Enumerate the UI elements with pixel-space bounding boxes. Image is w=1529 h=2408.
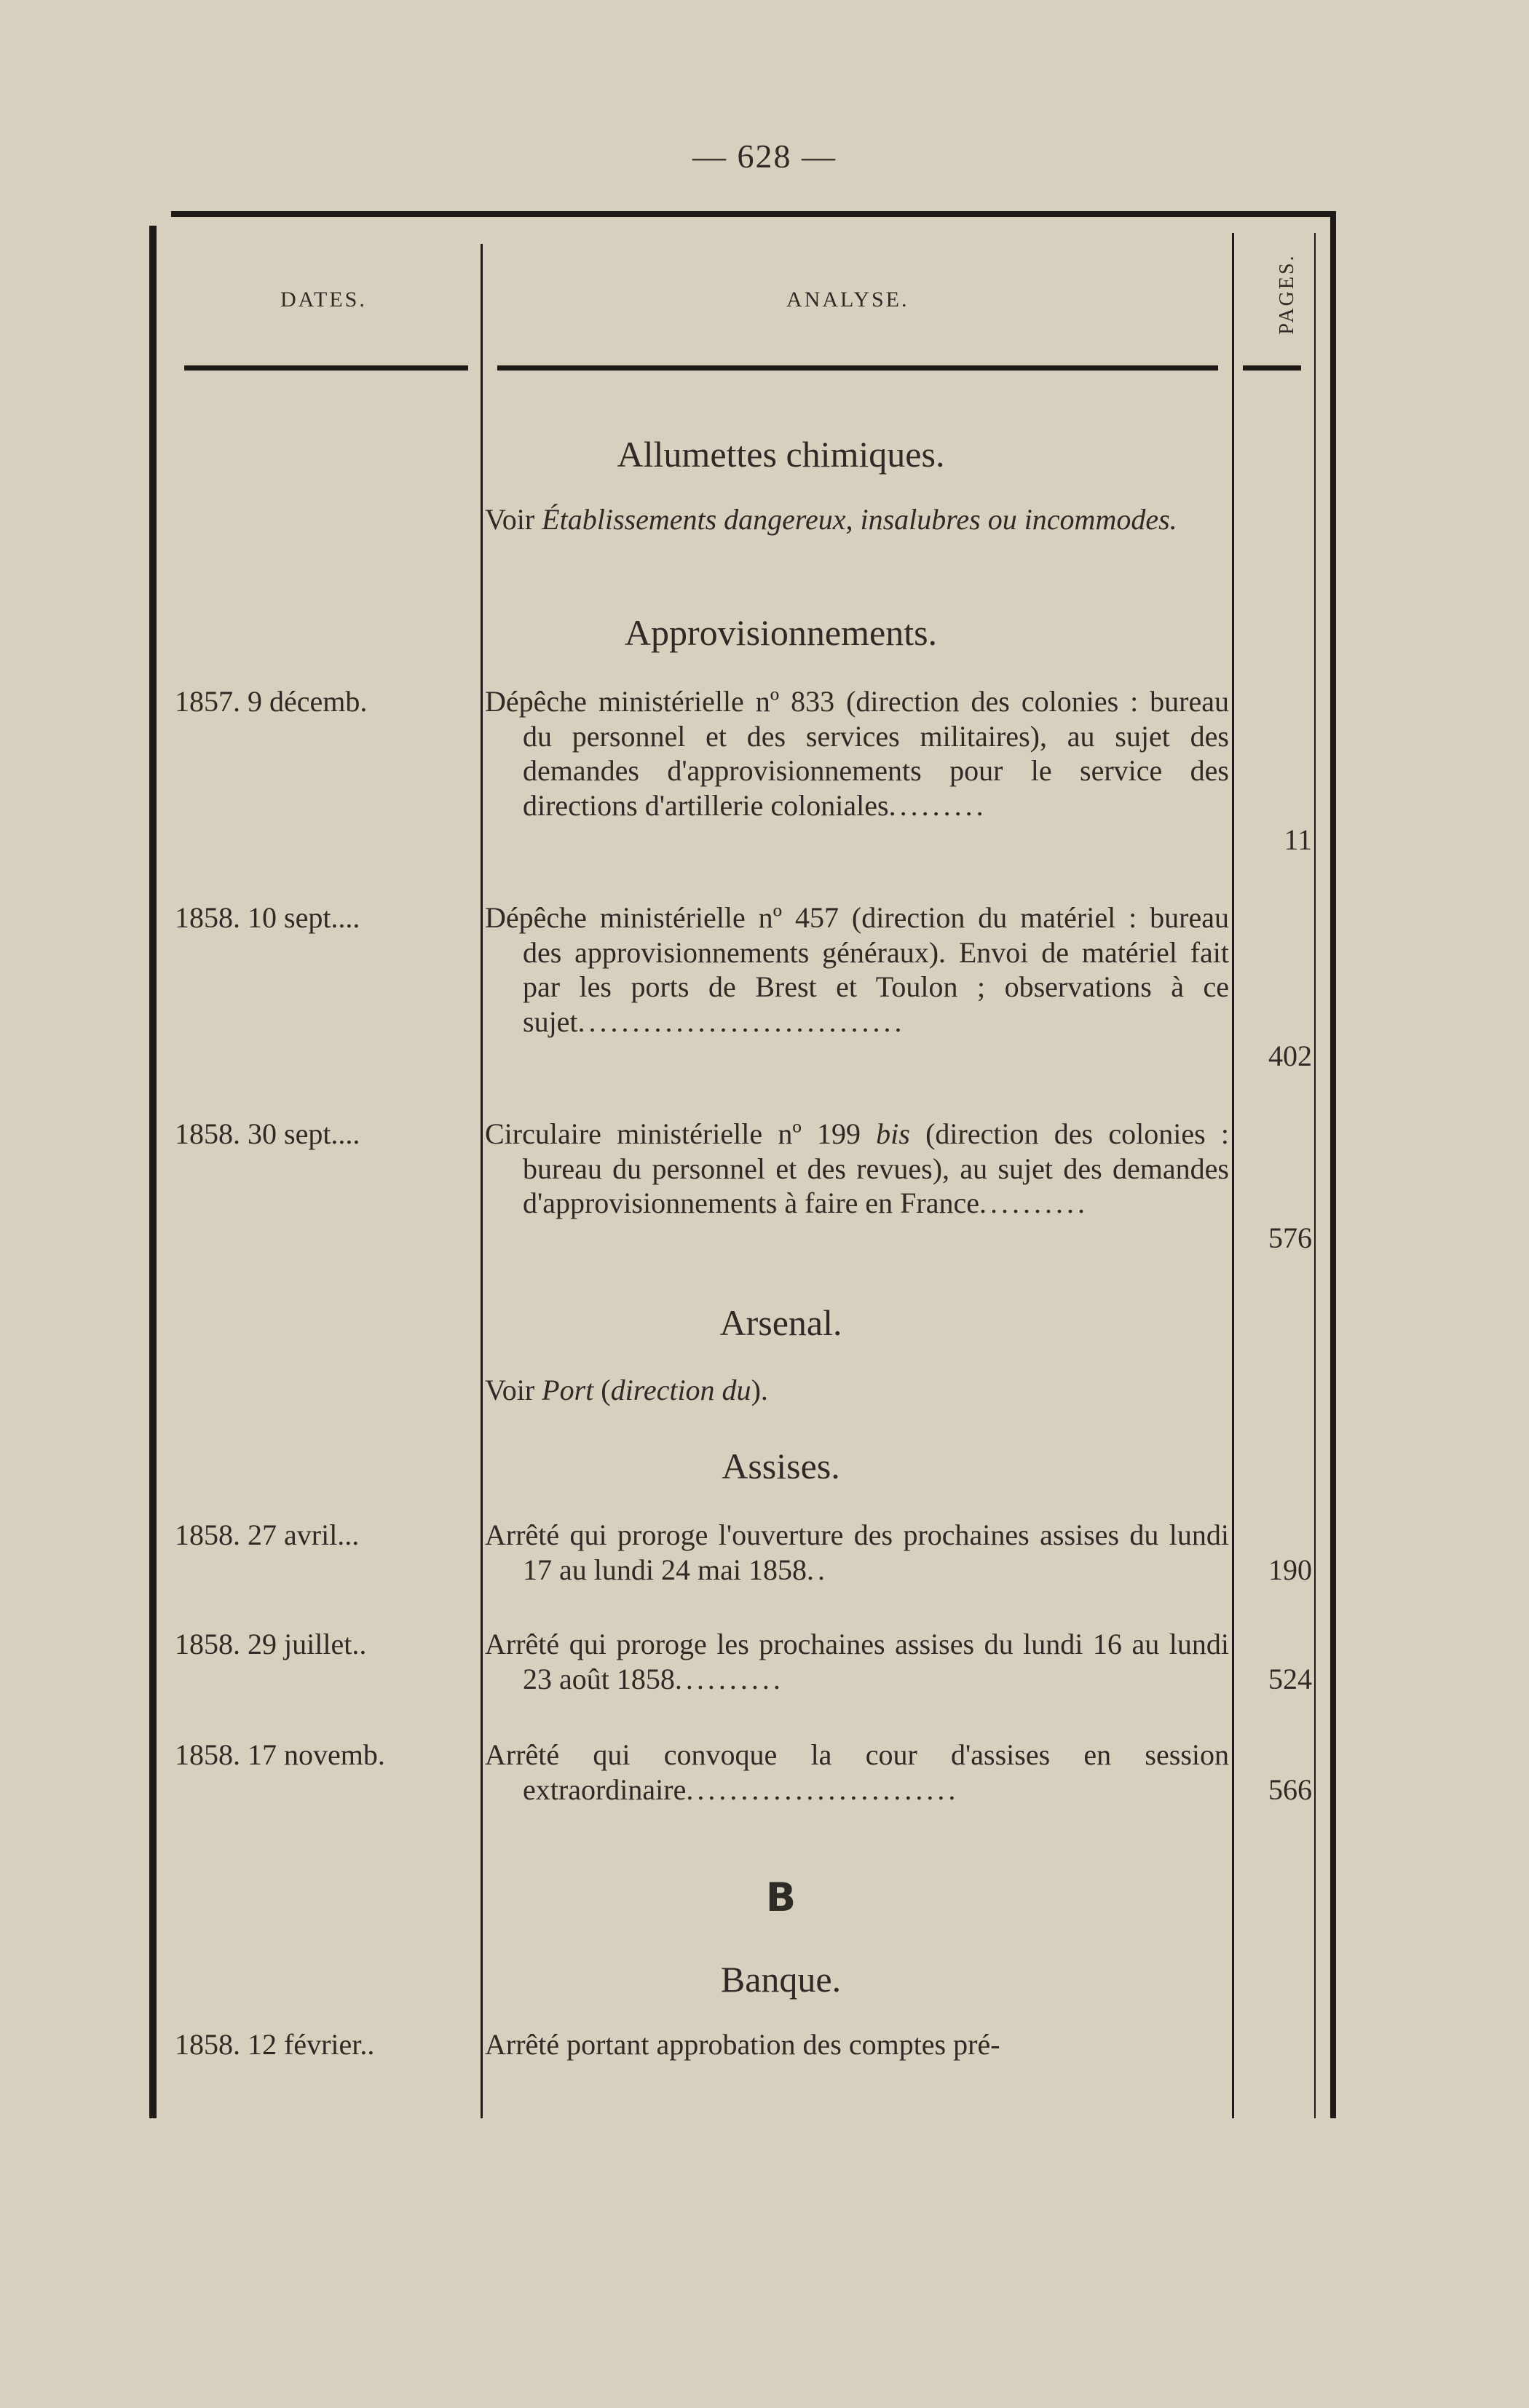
entry-date: 1857. 9 décemb. (175, 685, 368, 718)
entry-date: 1858. 17 novemb. (175, 1738, 385, 1771)
page-number: — 628 — (692, 138, 837, 175)
analysis-text: Arrêté qui proroge l'ouverture des prochaines assises du lundi 17 au lundi 24 mai 1858.. (485, 1518, 1229, 1586)
analysis-text: Dépêche ministérielle nº 457 (direction du matériel : bureau des approvisionnements généraux). Envoi de matériel fait par les ports de Brest et Toulon ; observations à ce sujet.............................. (485, 901, 1229, 1038)
page-reference: 566 (1268, 1773, 1312, 1806)
analysis-text: Arrêté qui convoque la cour d'assises en session extraordinaire......................... (485, 1738, 1229, 1806)
page-reference: 524 (1268, 1663, 1312, 1695)
header-rule-pages (1243, 365, 1301, 371)
section-title: Assises. (722, 1446, 840, 1486)
page-reference: 402 (1268, 1039, 1312, 1072)
header-pages: PAGES. (1276, 253, 1298, 335)
analysis-text: Arrêté qui proroge les prochaines assises du lundi 16 au lundi 23 août 1858.......... (485, 1628, 1229, 1695)
frame-right-rule (1330, 211, 1336, 2118)
analysis-text (485, 502, 1229, 537)
entry-date: 1858. 27 avril... (175, 1518, 360, 1551)
header-rule-analysis (497, 365, 1218, 371)
page-reference: 190 (1268, 1553, 1312, 1586)
alphabet-letter: B (765, 1874, 797, 1920)
column-separator-pages (1232, 233, 1234, 2118)
page-reference: 576 (1268, 1221, 1312, 1254)
frame-left-rule (149, 226, 157, 2118)
header-dates: DATES. (280, 288, 367, 312)
section-title: Approvisionnements. (624, 612, 938, 653)
frame-top-rule (171, 211, 1336, 217)
entry-date: 1858. 12 février.. (175, 2028, 375, 2061)
see-prefix: Voir (485, 503, 542, 536)
header-analysis: ANALYSE. (786, 288, 909, 312)
analysis-text: Voir Port (direction du). (485, 1374, 768, 1406)
header-rule-dates (184, 365, 468, 371)
section-title: Arsenal. (719, 1302, 842, 1343)
entry-date: 1858. 29 juillet.. (175, 1628, 367, 1660)
entry-date: 1858. 10 sept.... (175, 901, 360, 934)
section-title: Banque. (720, 1959, 842, 2000)
column-separator-dates (481, 244, 483, 2118)
see-reference: Établissements dangereux, insalubres ou incommodes. (542, 503, 1177, 536)
analysis-text: Circulaire ministérielle nº 199 bis (direction des colonies : bureau du personnel et des revues), au sujet des demandes d'approvisionnements à faire en France.......... (485, 1117, 1229, 1219)
page-reference: 11 (1284, 823, 1312, 856)
entry-date: 1858. 30 sept.... (175, 1117, 360, 1150)
section-title: Allumettes chimiques. (617, 434, 945, 475)
analysis-text: Dépêche ministérielle nº 833 (direction des colonies : bureau du personnel et des services militaires), au sujet des demandes d'approvisionnements pour le service des directions d'artillerie coloniales......... (485, 685, 1229, 822)
column-separator-inner (1314, 233, 1316, 2118)
analysis-text: Arrêté portant approbation des comptes pré- (485, 2028, 1000, 2061)
